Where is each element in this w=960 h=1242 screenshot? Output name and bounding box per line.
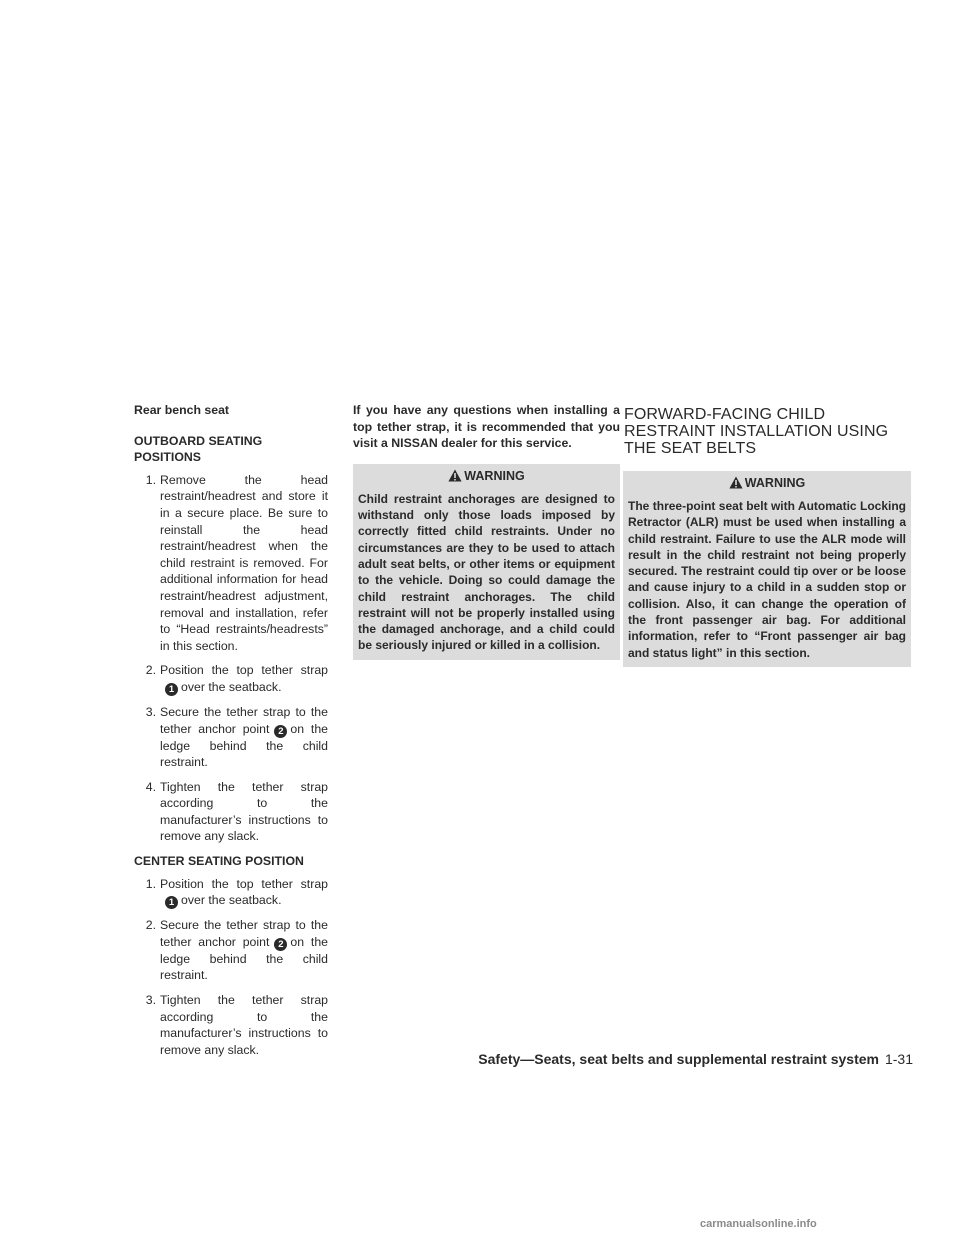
column-right [623,402,911,667]
warning-title: WARNING [464,468,525,483]
warning-triangle-icon [448,469,462,482]
intro-paragraph: If you have any questions when installing a top tether strap, it is recommended that you visit a NISSAN dealer for this service. [353,403,620,451]
watermark: carmanualsonline.info [700,1218,817,1230]
warning-box [353,464,620,660]
warning-title: WARNING [744,476,806,490]
section-heading-forward-facing: FORWARD-FACING CHILD RESTRAINT INSTALLATION USING THE SEAT BELTS [624,406,889,457]
list-item: 4. Tighten the tether strap according to the manufacturer’s instructions to remove any slack. [145,779,328,844]
footer-title: Safety—Seats, seat belts and supplemental restraint system [478,1051,879,1067]
warning-header [358,464,615,488]
warning-header [628,471,906,495]
list-item: 3. Tighten the tether strap according to the manufacturer’s instructions to remove any slack. [145,993,328,1057]
list-item: 1. Remove the head restraint/headrest and store it in a secure place. Be sure to reinstall the head restraint/headrest when the child restraint is removed. For additional information for head restraint/headrest adjustment, removal and installation, refer to “Head restraints/headrests” in this section. [145,472,328,653]
list-item: 2. Secure the tether strap to the tether anchor point 2 on the ledge behind the child restraint. [145,918,328,983]
list-item: 3. Secure the tether strap to the tether anchor point 2 on the ledge behind the child restraint. [145,704,328,770]
warning-text: The three-point seat belt with Automatic Locking Retractor (ALR) must be used when installing a child restraint. Failure to use the ALR mode will result in the child restraint not being properly secured. The restraint could tip over or be loose and cause injury to a child in a sudden stop or collision. Also, it can change the operation of the front passenger air bag. For additional information, refer to “Front passenger air bag and status light” in this section. [628,499,906,660]
column-left [134,402,328,1066]
subsection-title-center: CENTER SEATING POSITION [134,854,304,869]
warning-text: Child restraint anchorages are designed to withstand only those loads imposed by correctly fitted child restraints. Under no circumstances are they to be used to attach adult seat belts, or other items or equipment to the vehicle. Doing so could damage the child restraint anchorages. The child restraint will not be properly installed using the damaged anchorage, and a child could be seriously injured or killed in a collision. [358,491,615,653]
callout-number-icon: 1 [165,683,178,696]
subsection-title-outboard: OUTBOARD SEATING POSITIONS [134,433,263,465]
column-middle [353,402,620,660]
page-footer [452,1051,913,1067]
callout-number-icon: 1 [165,896,178,909]
warning-triangle-icon [729,476,743,489]
callout-number-icon: 2 [274,725,287,738]
callout-number-icon: 2 [274,938,287,951]
list-item: 2. Position the top tether strap1 over the seatback. [145,663,328,695]
section-heading-rear-bench: Rear bench seat [134,403,230,417]
warning-box [623,471,911,667]
page-number: 1-31 [884,1051,913,1067]
list-item: 1. Position the top tether strap1 over the seatback. [145,876,328,909]
